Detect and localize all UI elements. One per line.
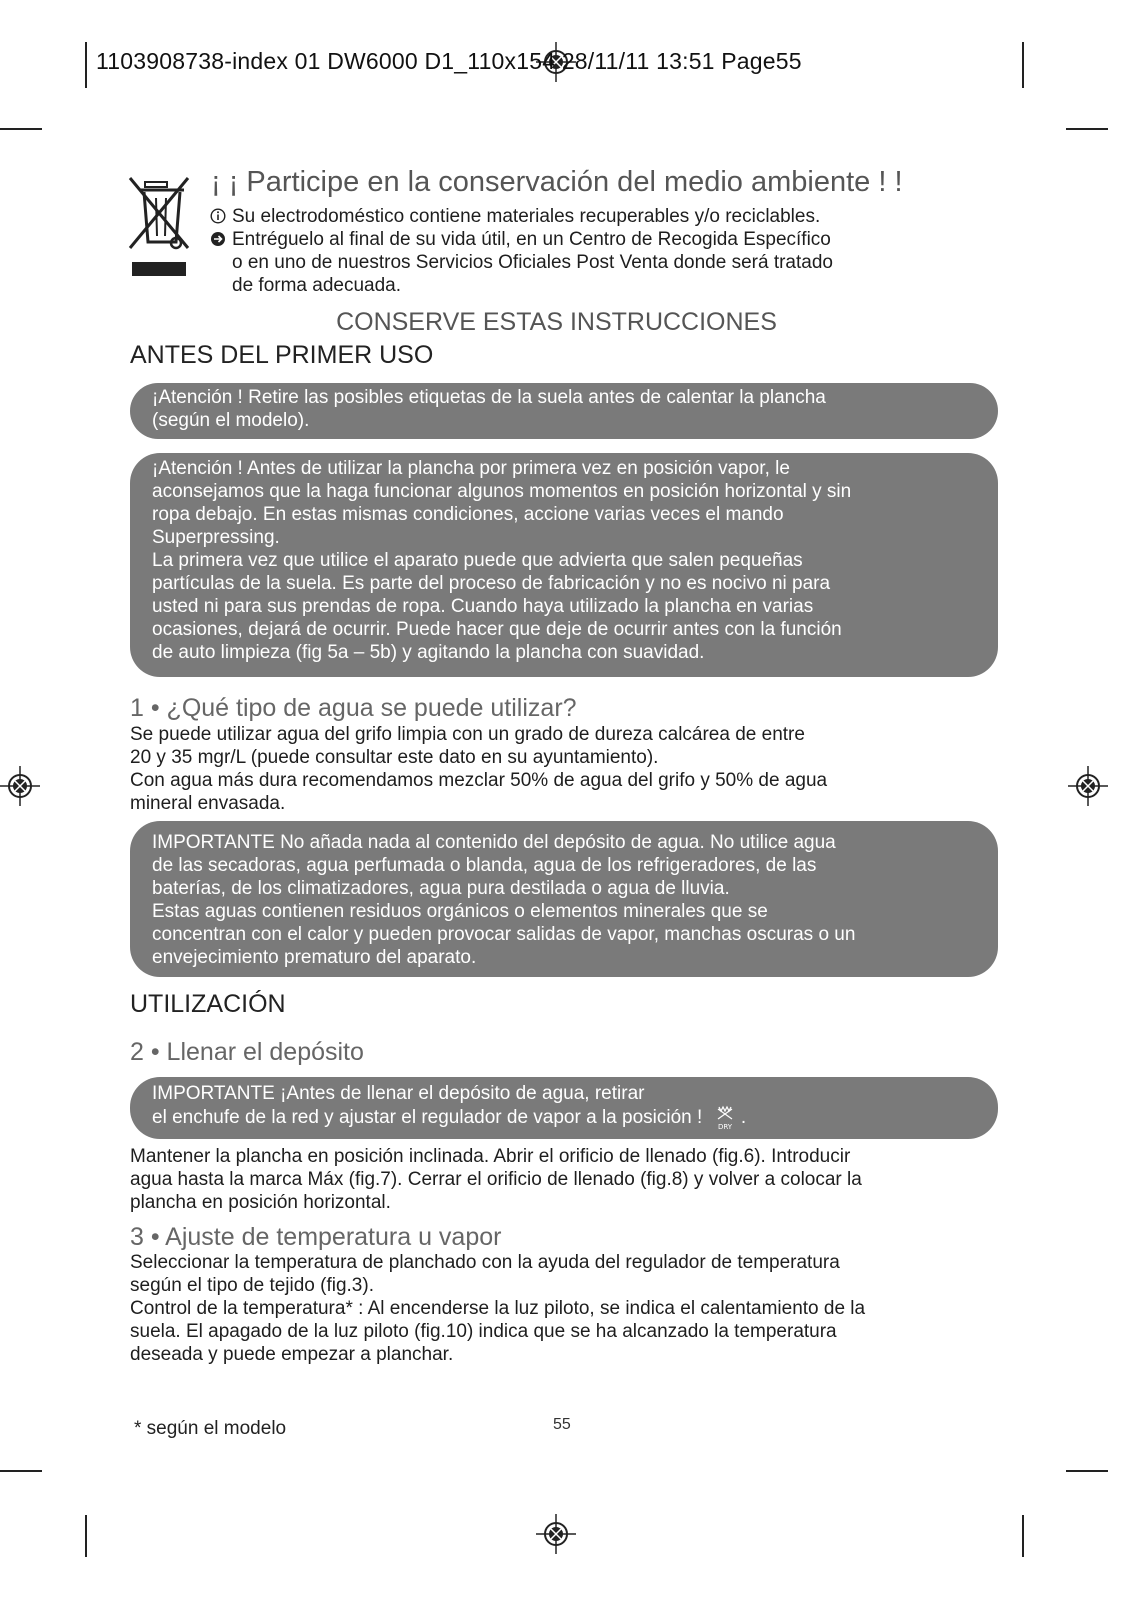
subheading-llenar: 2 • Llenar el depósito [130,1038,364,1066]
box-line: Superpressing. [152,527,280,548]
eco-title: ¡ ¡ Participe en la conservación del medio ambiente ! ! [211,166,903,198]
box-line: de auto limpieza (fig 5a – 5b) y agitando la plancha con suavidad. [152,642,705,663]
important-box-fill [130,1077,998,1139]
dry-steam-icon [714,1105,736,1131]
registration-mark-icon [0,766,40,806]
para-line: 20 y 35 mgr/L (puede consultar este dato en su ayuntamiento). [130,747,659,768]
box-line: baterías, de los climatizadores, agua pura destilada o agua de lluvia. [152,878,730,899]
para-line: mineral envasada. [130,793,286,814]
box-line: envejecimiento prematuro del aparato. [152,947,477,968]
para-line: Control de la temperatura* : Al encenderse la luz piloto, se indica el calentamiento de la [130,1298,866,1319]
attention-box-first-use [130,453,998,677]
box-line: (según el modelo). [152,410,310,431]
box-line: aconsejamos que la haga funcionar algunos momentos en posición horizontal y sin [152,481,852,502]
important-box-water [130,821,998,977]
info-icon [210,208,226,224]
crop-mark [85,1515,87,1557]
paragraph-agua [130,723,990,815]
box-line: ropa debajo. En estas mismas condiciones, accione varias veces el mando [152,504,784,525]
paragraph-llenar [130,1145,990,1214]
registration-mark-icon [536,1514,576,1554]
box-line: IMPORTANTE ¡Antes de llenar el depósito de agua, retirar [152,1083,645,1104]
box-line-text: el enchufe de la red y ajustar el regulador de vapor a la posición ! [152,1107,703,1129]
footnote: * según el modelo [134,1418,287,1439]
section-heading-utilizacion: UTILIZACIÓN [130,990,286,1018]
para-line: suela. El apagado de la luz piloto (fig.10) indica que se ha alcanzado la temperatura [130,1321,837,1342]
eco-line3: o en uno de nuestros Servicios Oficiales Post Venta donde será tratado [232,252,833,273]
box-line-end: . [740,1107,747,1129]
box-line: de las secadoras, agua perfumada o blanda, agua de los refrigeradores, de las [152,855,817,876]
box-line: usted ni para sus prendas de ropa. Cuando haya utilizado la plancha en varias [152,596,814,617]
crop-mark [85,42,87,88]
eco-line4: de forma adecuada. [232,275,402,296]
crossed-out-bin-icon [128,176,192,278]
para-line: agua hasta la marca Máx (fig.7). Cerrar el orificio de llenado (fig.8) y volver a colocar la [130,1169,862,1190]
subheading-ajuste: 3 • Ajuste de temperatura u vapor [130,1223,502,1251]
eco-line2: Entréguelo al final de su vida útil, en un Centro de Recogida Específico [232,229,831,250]
para-line: plancha en posición horizontal. [130,1192,391,1213]
crop-mark [0,128,42,130]
attention-box-labels [130,383,998,439]
para-line: Se puede utilizar agua del grifo limpia con un grado de dureza calcárea de entre [130,724,805,745]
crop-mark [1022,1515,1024,1557]
eco-line [210,205,820,228]
eco-line [210,228,831,251]
eco-line1: Su electrodoméstico contiene materiales recuperables y/o reciclables. [232,206,821,227]
section-heading-antes: ANTES DEL PRIMER USO [130,341,434,369]
box-line: Estas aguas contienen residuos orgánicos o elementos minerales que se [152,901,768,922]
box-line: IMPORTANTE No añada nada al contenido del depósito de agua. No utilice agua [152,832,836,853]
registration-mark-icon [1068,766,1108,806]
para-line: según el tipo de tejido (fig.3). [130,1275,374,1296]
para-line: Seleccionar la temperatura de planchado con la ayuda del regulador de temperatura [130,1252,840,1273]
box-line [152,1105,976,1131]
para-line: Mantener la plancha en posición inclinada. Abrir el orificio de llenado (fig.6). Introducir [130,1146,851,1167]
box-line: ¡Atención ! Retire las posibles etiquetas de la suela antes de calentar la plancha [152,387,826,408]
box-line: ocasiones, dejará de ocurrir. Puede hacer que deje de ocurrir antes con la función [152,619,842,640]
crop-mark [1022,42,1024,88]
box-line: concentran con el calor y pueden provocar salidas de vapor, manchas oscuras o un [152,924,856,945]
eco-line [232,251,833,274]
crop-mark [1066,1470,1108,1472]
subheading-agua: 1 • ¿Qué tipo de agua se puede utilizar? [130,694,577,722]
para-line: Con agua más dura recomendamos mezclar 50% de agua del grifo y 50% de agua [130,770,828,791]
crop-mark [1066,128,1108,130]
page-number: 55 [553,1416,571,1433]
conserve-heading: CONSERVE ESTAS INSTRUCCIONES [336,308,777,336]
print-header: 1103908738-index 01 DW6000 D1_110x154 28/11/11 13:51 Page55 [96,48,802,74]
svg-text:DRY: DRY [717,1123,732,1131]
arrow-right-icon [210,231,226,247]
crop-mark [0,1470,42,1472]
box-line: La primera vez que utilice el aparato puede que advierta que salen pequeñas [152,550,803,571]
para-line: deseada y puede empezar a planchar. [130,1344,454,1365]
box-line: partículas de la suela. Es parte del proceso de fabricación y no es nocivo ni para [152,573,831,594]
box-line: ¡Atención ! Antes de utilizar la plancha por primera vez en posición vapor, le [152,458,790,479]
eco-line [232,274,401,297]
paragraph-ajuste [130,1251,990,1366]
